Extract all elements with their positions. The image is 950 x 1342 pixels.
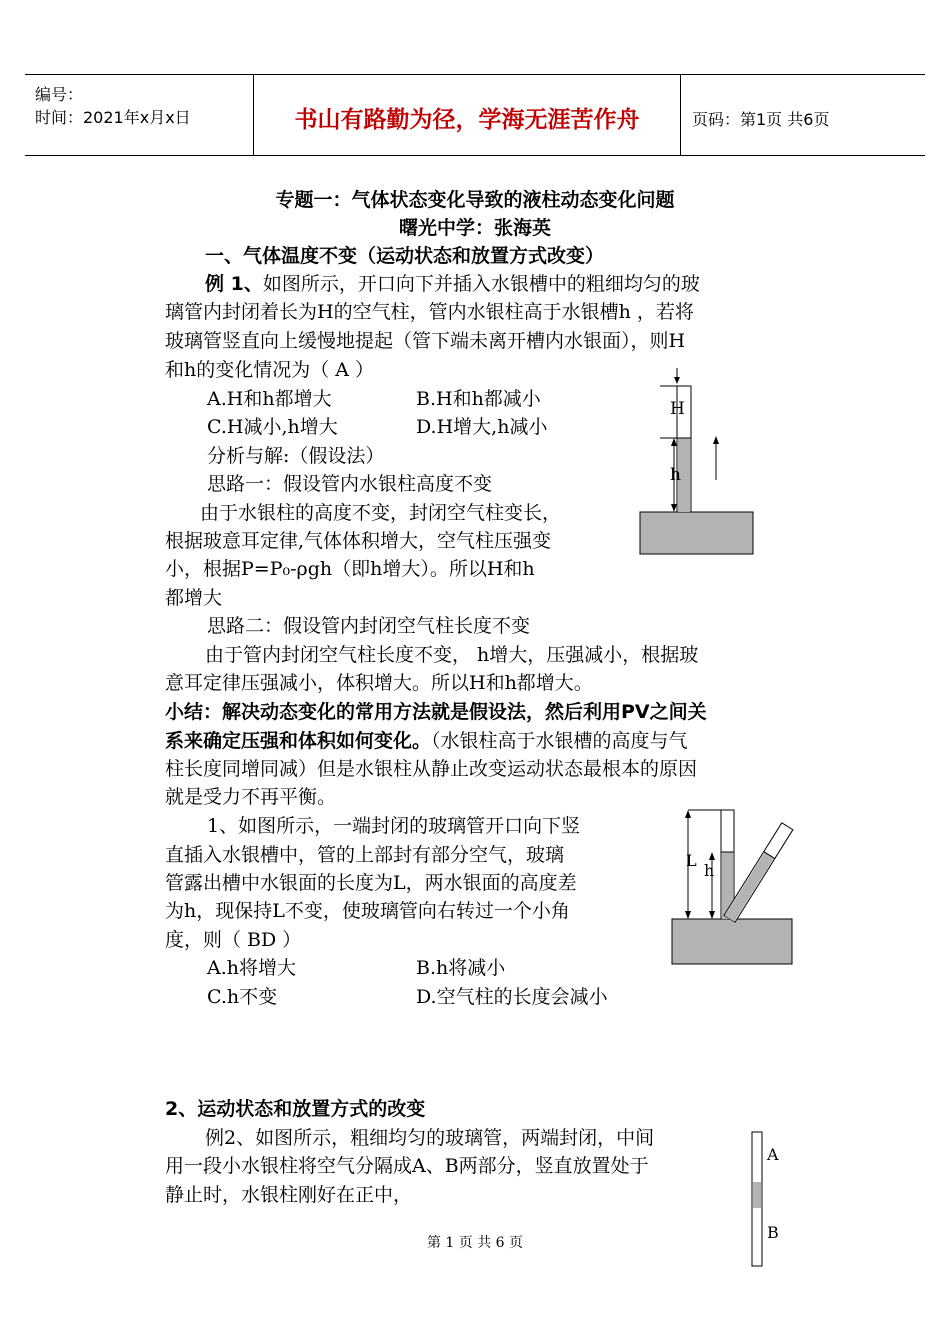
ex1-line1 bbox=[205, 270, 700, 298]
summary-line2 bbox=[165, 727, 688, 755]
summary-bold: 系来确定压强和体积如何变化。 bbox=[165, 730, 432, 752]
ex1-idea2: 思路二：假设管内封闭空气柱长度不变 bbox=[207, 615, 531, 637]
mercury-plug bbox=[753, 1182, 761, 1208]
q1-line5: 度，则（ BD ） bbox=[165, 929, 302, 951]
section-heading-1: 一、气体温度不变（运动状态和放置方式改变） bbox=[205, 245, 605, 267]
ex1-idea1-l4: 都增大 bbox=[165, 587, 223, 609]
ex1-line2: 璃管内封闭着长为H的空气柱，管内水银柱高于水银槽h ，若将 bbox=[165, 301, 694, 323]
q1-option-b: B.h将减小 bbox=[416, 957, 506, 979]
header-divider bbox=[253, 75, 254, 155]
header-motto: 书山有路勤为径，学海无涯苦作舟 bbox=[294, 107, 640, 133]
fig2-label-h: h bbox=[704, 861, 715, 880]
summary-line3: 柱长度同增同减）但是水银柱从静止改变运动状态最根本的原因 bbox=[165, 758, 698, 780]
header-meta bbox=[35, 83, 191, 129]
q1-option-a: A.h将增大 bbox=[207, 957, 296, 979]
q1-option-d: D.空气柱的长度会减小 bbox=[416, 986, 608, 1008]
mercury-trough bbox=[640, 512, 753, 554]
time-label: 时间：2021年x月x日 bbox=[35, 108, 191, 127]
section-heading-2 bbox=[165, 1095, 425, 1123]
q1-option-c: C.h不变 bbox=[207, 986, 278, 1008]
ex2-line2: 用一段小水银柱将空气分隔成A、B两部分，竖直放置处于 bbox=[165, 1155, 649, 1177]
ex2-line1: 例2、如图所示，粗细均匀的玻璃管，两端封闭，中间 bbox=[205, 1127, 655, 1149]
fig3-label-B: B bbox=[767, 1223, 779, 1242]
ex1-analysis: 分析与解:（假设法） bbox=[207, 445, 385, 467]
ex1-label: 例 1、 bbox=[205, 273, 263, 295]
summary-line1: 小结：解决动态变化的常用方法就是假设法，然后利用PV之间关 bbox=[165, 701, 707, 723]
fig1-label-h: h bbox=[670, 465, 681, 485]
ex1-text: 如图所示，开口向下并插入水银槽中的粗细均匀的玻 bbox=[262, 273, 700, 295]
doc-title: 专题一：气体状态变化导致的液柱动态变化问题 bbox=[275, 189, 675, 211]
ex1-idea1-l2: 根据玻意耳定律,气体体积增大，空气柱压强变 bbox=[165, 530, 552, 552]
figure-tilted-tube bbox=[668, 804, 798, 969]
mercury-trough bbox=[672, 919, 792, 964]
q1-line2: 直插入水银槽中，管的上部封有部分空气，玻璃 bbox=[165, 844, 565, 866]
ex1-idea2-l1: 由于管内封闭空气柱长度不变， h增大，压强减小，根据玻 bbox=[205, 644, 699, 666]
doc-author: 曙光中学：张海英 bbox=[398, 217, 551, 239]
page-footer: 第 1 页 共 6 页 bbox=[426, 1235, 524, 1251]
ex1-option-c: C.H减小,h增大 bbox=[207, 416, 338, 438]
header-page-label: 页码：第1页 共6页 bbox=[692, 110, 830, 129]
ex1-option-d: D.H增大,h减小 bbox=[416, 416, 548, 438]
fig2-label-L: L bbox=[686, 851, 697, 870]
q1-line1: 1、如图所示，一端封闭的玻璃管开口向下竖 bbox=[207, 815, 581, 837]
fig3-label-A: A bbox=[767, 1145, 779, 1164]
summary-line4: 就是受力不再平衡。 bbox=[165, 786, 337, 808]
ex1-idea1-l3: 小，根据P=P₀-ρgh（即h增大）。所以H和h bbox=[165, 558, 535, 580]
ex1-line3: 玻璃管竖直向上缓慢地提起（管下端未离开槽内水银面），则H bbox=[165, 330, 686, 352]
figure-tube-in-mercury bbox=[630, 362, 760, 562]
number-label: 编号： bbox=[35, 85, 84, 104]
summary-rest: （水银柱高于水银槽的高度与气 bbox=[431, 730, 688, 752]
page-header bbox=[25, 74, 925, 156]
ex1-line4: 和h的变化情况为（ A ） bbox=[165, 359, 375, 381]
ex2-line3: 静止时，水银柱刚好在正中， bbox=[165, 1184, 413, 1206]
q1-line4: 为h，现保持L不变，使玻璃管向右转过一个小角 bbox=[165, 900, 570, 922]
section2-text: 2、运动状态和放置方式的改变 bbox=[165, 1098, 426, 1120]
ex1-idea2-l2: 意耳定律压强减小，体积增大。所以H和h都增大。 bbox=[165, 672, 593, 694]
fig1-label-H: H bbox=[670, 399, 685, 419]
ex1-idea1: 思路一：假设管内水银柱高度不变 bbox=[207, 473, 493, 495]
header-divider bbox=[680, 75, 681, 155]
q1-line3: 管露出槽中水银面的长度为L，两水银面的高度差 bbox=[165, 872, 577, 894]
ex1-option-b: B.H和h都减小 bbox=[416, 388, 541, 410]
ex1-idea1-l1: 由于水银柱的高度不变，封闭空气柱变长， bbox=[200, 502, 562, 524]
ex1-option-a: A.H和h都增大 bbox=[207, 388, 332, 410]
